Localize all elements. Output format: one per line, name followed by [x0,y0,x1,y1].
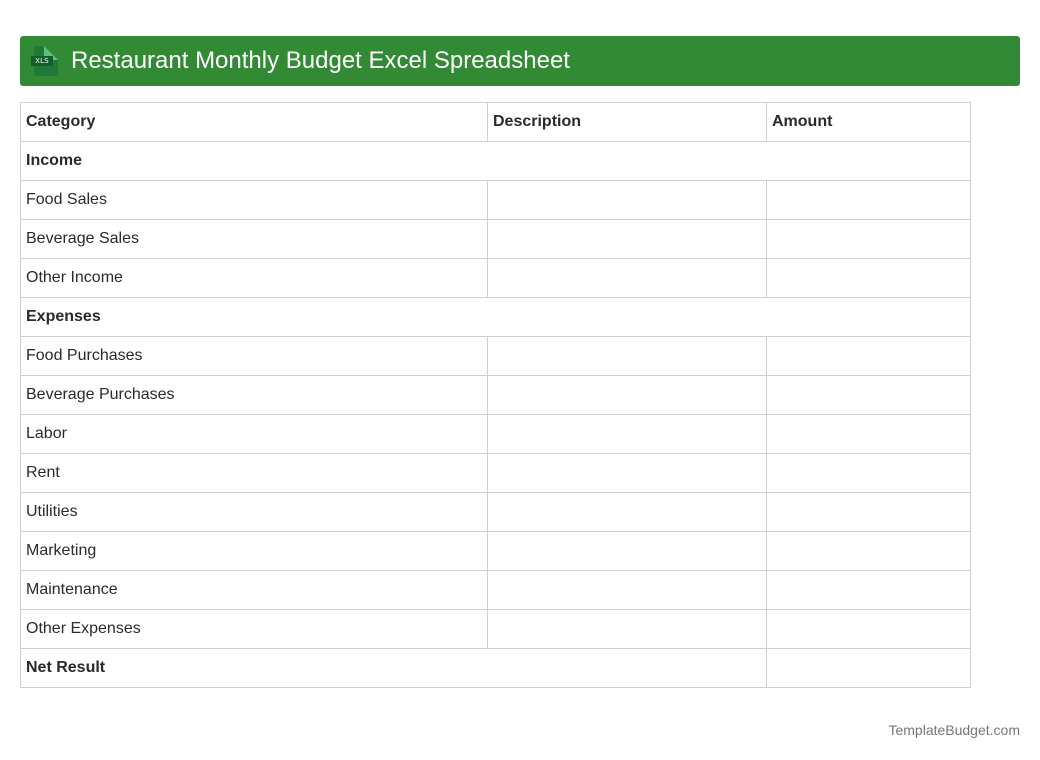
category-cell: Beverage Sales [21,220,488,259]
net-result-amount-cell[interactable] [767,649,971,688]
title-banner [20,36,1020,86]
budget-table [20,102,971,688]
site-credit: TemplateBudget.com [888,722,1020,738]
table-row [21,337,971,376]
table-row [21,610,971,649]
column-header-description: Description [488,103,767,142]
net-result-row [21,649,971,688]
column-header-category: Category [21,103,488,142]
amount-cell[interactable] [767,532,971,571]
column-header-amount: Amount [767,103,971,142]
amount-cell[interactable] [767,259,971,298]
table-row [21,454,971,493]
description-cell[interactable] [488,337,767,376]
section-row-income [21,142,971,181]
category-cell: Labor [21,415,488,454]
category-cell: Maintenance [21,571,488,610]
section-row-expenses [21,298,971,337]
description-cell[interactable] [488,415,767,454]
table-row [21,376,971,415]
category-cell: Other Income [21,259,488,298]
amount-cell[interactable] [767,376,971,415]
amount-cell[interactable] [767,220,971,259]
section-label-income: Income [21,142,971,181]
spreadsheet-file-icon [31,46,58,76]
description-cell[interactable] [488,376,767,415]
table-row [21,181,971,220]
file-type-label: XLS [31,56,53,66]
amount-cell[interactable] [767,181,971,220]
description-cell[interactable] [488,532,767,571]
description-cell[interactable] [488,571,767,610]
amount-cell[interactable] [767,493,971,532]
category-cell: Marketing [21,532,488,571]
table-row [21,220,971,259]
category-cell: Utilities [21,493,488,532]
table-row [21,532,971,571]
section-label-expenses: Expenses [21,298,971,337]
description-cell[interactable] [488,454,767,493]
category-cell: Other Expenses [21,610,488,649]
description-cell[interactable] [488,259,767,298]
category-cell: Rent [21,454,488,493]
category-cell: Beverage Purchases [21,376,488,415]
description-cell[interactable] [488,181,767,220]
amount-cell[interactable] [767,454,971,493]
amount-cell[interactable] [767,337,971,376]
table-row [21,493,971,532]
amount-cell[interactable] [767,415,971,454]
table-row [21,259,971,298]
category-cell: Food Purchases [21,337,488,376]
page-title: Restaurant Monthly Budget Excel Spreadsheet [71,47,570,74]
net-result-label: Net Result [21,649,767,688]
description-cell[interactable] [488,610,767,649]
description-cell[interactable] [488,493,767,532]
table-row [21,571,971,610]
header-row [21,103,971,142]
amount-cell[interactable] [767,610,971,649]
table-row [21,415,971,454]
category-cell: Food Sales [21,181,488,220]
description-cell[interactable] [488,220,767,259]
amount-cell[interactable] [767,571,971,610]
